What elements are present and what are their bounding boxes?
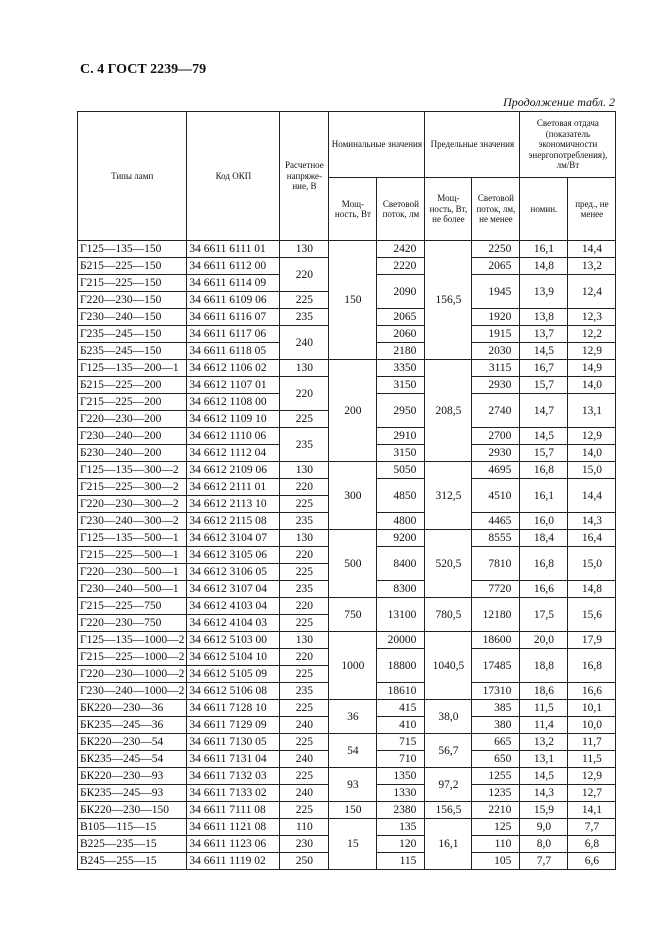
lamp-type-cell: Г215—225—200 [78, 394, 187, 411]
lamp-type-cell: БК235—245—54 [78, 751, 187, 768]
okp-code-cell: 34 6611 6114 09 [187, 275, 280, 292]
rated-voltage-cell: 225 [280, 700, 329, 717]
rated-voltage-cell: 220 [280, 649, 329, 666]
okp-code-cell: 34 6612 2109 06 [187, 462, 280, 479]
lamp-type-cell: В245—255—15 [78, 853, 187, 870]
limit-power-cell: 312,5 [425, 462, 472, 530]
table-row [78, 819, 616, 836]
col-nominal-flux: Световой поток, лм [377, 178, 425, 241]
efficacy-nominal-cell: 16,0 [520, 513, 568, 530]
limit-flux-cell: 18600 [472, 632, 520, 649]
limit-flux-cell: 7720 [472, 581, 520, 598]
lamp-type-cell: Б235—245—150 [78, 343, 187, 360]
limit-flux-cell: 1915 [472, 326, 520, 343]
efficacy-nominal-cell: 14,8 [520, 258, 568, 275]
efficacy-nominal-cell: 9,0 [520, 819, 568, 836]
efficacy-nominal-cell: 13,7 [520, 326, 568, 343]
efficacy-nominal-cell: 13,1 [520, 751, 568, 768]
col-rated-voltage: Расчетное напряже-ние, В [280, 112, 329, 241]
efficacy-nominal-cell: 17,5 [520, 598, 568, 632]
efficacy-min-cell: 16,6 [568, 683, 616, 700]
okp-code-cell: 34 6612 1107 01 [187, 377, 280, 394]
efficacy-min-cell: 15,0 [568, 462, 616, 479]
lamp-type-cell: Г125—135—150 [78, 241, 187, 258]
limit-power-cell: 56,7 [425, 734, 472, 768]
limit-flux-cell: 380 [472, 717, 520, 734]
nominal-flux-cell: 20000 [377, 632, 425, 649]
efficacy-min-cell: 15,0 [568, 547, 616, 581]
lamp-type-cell: Г215—225—300—2 [78, 479, 187, 496]
okp-code-cell: 34 6612 3106 05 [187, 564, 280, 581]
okp-code-cell: 34 6612 3107 04 [187, 581, 280, 598]
nominal-power-cell: 150 [329, 802, 377, 819]
limit-flux-cell: 125 [472, 819, 520, 836]
table-row [78, 768, 616, 785]
table-row [78, 734, 616, 751]
col-limit-flux: Световой поток, лм, не менее [472, 178, 520, 241]
efficacy-nominal-cell: 13,8 [520, 309, 568, 326]
nominal-flux-cell: 9200 [377, 530, 425, 547]
lamp-type-cell: Г125—135—300—2 [78, 462, 187, 479]
lamp-type-cell: Г220—230—500—1 [78, 564, 187, 581]
efficacy-min-cell: 10,1 [568, 700, 616, 717]
efficacy-nominal-cell: 11,4 [520, 717, 568, 734]
nominal-flux-cell: 8400 [377, 547, 425, 581]
limit-flux-cell: 385 [472, 700, 520, 717]
nominal-flux-cell: 8300 [377, 581, 425, 598]
rated-voltage-cell: 220 [280, 258, 329, 292]
table-row [78, 632, 616, 649]
lamp-type-cell: Г220—230—200 [78, 411, 187, 428]
col-limit-power: Мощ-ность, Вт, не более [425, 178, 472, 241]
table-row [78, 802, 616, 819]
nominal-flux-cell: 2090 [377, 275, 425, 309]
nominal-power-cell: 750 [329, 598, 377, 632]
nominal-power-cell: 200 [329, 360, 377, 462]
efficacy-min-cell: 16,4 [568, 530, 616, 547]
efficacy-min-cell: 16,8 [568, 649, 616, 683]
okp-code-cell: 34 6611 6111 01 [187, 241, 280, 258]
efficacy-min-cell: 12,2 [568, 326, 616, 343]
lamp-parameters-table [77, 111, 616, 870]
okp-code-cell: 34 6611 7132 03 [187, 768, 280, 785]
okp-code-cell: 34 6612 5106 08 [187, 683, 280, 700]
limit-flux-cell: 1255 [472, 768, 520, 785]
table-row [78, 598, 616, 615]
okp-code-cell: 34 6612 2115 08 [187, 513, 280, 530]
limit-flux-cell: 650 [472, 751, 520, 768]
okp-code-cell: 34 6612 3105 06 [187, 547, 280, 564]
nominal-flux-cell: 5050 [377, 462, 425, 479]
nominal-flux-cell: 715 [377, 734, 425, 751]
rated-voltage-cell: 225 [280, 802, 329, 819]
lamp-type-cell: Г220—230—1000—2 [78, 666, 187, 683]
nominal-flux-cell: 4850 [377, 479, 425, 513]
nominal-power-cell: 150 [329, 241, 377, 360]
okp-code-cell: 34 6611 7130 05 [187, 734, 280, 751]
lamp-type-cell: Г215—225—150 [78, 275, 187, 292]
efficacy-nominal-cell: 18,4 [520, 530, 568, 547]
efficacy-min-cell: 12,3 [568, 309, 616, 326]
okp-code-cell: 34 6612 1109 10 [187, 411, 280, 428]
nominal-flux-cell: 410 [377, 717, 425, 734]
efficacy-nominal-cell: 14,3 [520, 785, 568, 802]
efficacy-min-cell: 6,6 [568, 853, 616, 870]
limit-power-cell: 208,5 [425, 360, 472, 462]
nominal-flux-cell: 135 [377, 819, 425, 836]
efficacy-nominal-cell: 8,0 [520, 836, 568, 853]
efficacy-min-cell: 12,9 [568, 768, 616, 785]
rated-voltage-cell: 240 [280, 751, 329, 768]
efficacy-min-cell: 12,7 [568, 785, 616, 802]
efficacy-min-cell: 7,7 [568, 819, 616, 836]
lamp-type-cell: В105—115—15 [78, 819, 187, 836]
okp-code-cell: 34 6612 4104 03 [187, 615, 280, 632]
nominal-power-cell: 300 [329, 462, 377, 530]
okp-code-cell: 34 6611 6116 07 [187, 309, 280, 326]
efficacy-nominal-cell: 18,8 [520, 649, 568, 683]
efficacy-nominal-cell: 14,5 [520, 343, 568, 360]
efficacy-min-cell: 13,2 [568, 258, 616, 275]
col-efficacy-nominal: номин. [520, 178, 568, 241]
rated-voltage-cell: 235 [280, 428, 329, 462]
okp-code-cell: 34 6612 1110 06 [187, 428, 280, 445]
efficacy-min-cell: 14,4 [568, 241, 616, 258]
lamp-type-cell: Г220—230—300—2 [78, 496, 187, 513]
lamp-type-cell: Г230—240—1000—2 [78, 683, 187, 700]
okp-code-cell: 34 6612 2113 10 [187, 496, 280, 513]
limit-flux-cell: 2930 [472, 377, 520, 394]
limit-flux-cell: 1920 [472, 309, 520, 326]
limit-flux-cell: 17485 [472, 649, 520, 683]
nominal-power-cell: 54 [329, 734, 377, 768]
table-row [78, 241, 616, 258]
limit-flux-cell: 12180 [472, 598, 520, 632]
nominal-flux-cell: 2065 [377, 309, 425, 326]
rated-voltage-cell: 240 [280, 326, 329, 360]
efficacy-nominal-cell: 16,7 [520, 360, 568, 377]
nominal-flux-cell: 2380 [377, 802, 425, 819]
lamp-type-cell: БК235—245—93 [78, 785, 187, 802]
nominal-flux-cell: 120 [377, 836, 425, 853]
rated-voltage-cell: 130 [280, 530, 329, 547]
lamp-type-cell: Г230—240—200 [78, 428, 187, 445]
lamp-type-cell: Г215—225—500—1 [78, 547, 187, 564]
lamp-type-cell: БК220—230—54 [78, 734, 187, 751]
rated-voltage-cell: 130 [280, 241, 329, 258]
efficacy-min-cell: 11,5 [568, 751, 616, 768]
nominal-flux-cell: 2060 [377, 326, 425, 343]
nominal-flux-cell: 2420 [377, 241, 425, 258]
limit-power-cell: 156,5 [425, 802, 472, 819]
nominal-power-cell: 15 [329, 819, 377, 870]
okp-code-cell: 34 6612 1112 04 [187, 445, 280, 462]
nominal-flux-cell: 3150 [377, 377, 425, 394]
col-okp-code: Код ОКП [187, 112, 280, 241]
limit-flux-cell: 2065 [472, 258, 520, 275]
okp-code-cell: 34 6612 5104 10 [187, 649, 280, 666]
col-limit-values: Предельные значения [425, 112, 520, 178]
lamp-type-cell: БК235—245—36 [78, 717, 187, 734]
okp-code-cell: 34 6611 1121 08 [187, 819, 280, 836]
efficacy-nominal-cell: 14,7 [520, 394, 568, 428]
nominal-power-cell: 93 [329, 768, 377, 802]
limit-flux-cell: 2210 [472, 802, 520, 819]
limit-flux-cell: 7810 [472, 547, 520, 581]
rated-voltage-cell: 220 [280, 598, 329, 615]
efficacy-min-cell: 12,9 [568, 343, 616, 360]
nominal-flux-cell: 3150 [377, 445, 425, 462]
page-header: С. 4 ГОСТ 2239—79 [80, 62, 207, 77]
okp-code-cell: 34 6612 5105 09 [187, 666, 280, 683]
rated-voltage-cell: 240 [280, 785, 329, 802]
limit-power-cell: 1040,5 [425, 632, 472, 700]
rated-voltage-cell: 250 [280, 853, 329, 870]
rated-voltage-cell: 235 [280, 309, 329, 326]
okp-code-cell: 34 6611 1123 06 [187, 836, 280, 853]
okp-code-cell: 34 6611 7131 04 [187, 751, 280, 768]
okp-code-cell: 34 6611 6112 00 [187, 258, 280, 275]
lamp-type-cell: В225—235—15 [78, 836, 187, 853]
rated-voltage-cell: 130 [280, 462, 329, 479]
nominal-flux-cell: 2180 [377, 343, 425, 360]
lamp-type-cell: Г230—240—150 [78, 309, 187, 326]
efficacy-min-cell: 14,3 [568, 513, 616, 530]
col-efficacy-min: пред., не менее [568, 178, 616, 241]
rated-voltage-cell: 235 [280, 683, 329, 700]
table-row [78, 462, 616, 479]
rated-voltage-cell: 225 [280, 411, 329, 428]
col-nominal-values: Номинальные значения [329, 112, 425, 178]
lamp-type-cell: Г230—240—500—1 [78, 581, 187, 598]
col-light-output: Световая отдача (показатель экономичности энергопотребления), лм/Вт [520, 112, 616, 178]
rated-voltage-cell: 220 [280, 479, 329, 496]
nominal-flux-cell: 2950 [377, 394, 425, 428]
okp-code-cell: 34 6611 7128 10 [187, 700, 280, 717]
nominal-flux-cell: 415 [377, 700, 425, 717]
limit-power-cell: 97,2 [425, 768, 472, 802]
efficacy-min-cell: 14,4 [568, 479, 616, 513]
limit-flux-cell: 2030 [472, 343, 520, 360]
efficacy-nominal-cell: 18,6 [520, 683, 568, 700]
rated-voltage-cell: 240 [280, 717, 329, 734]
nominal-power-cell: 500 [329, 530, 377, 598]
nominal-power-cell: 1000 [329, 632, 377, 700]
okp-code-cell: 34 6612 3104 07 [187, 530, 280, 547]
rated-voltage-cell: 225 [280, 734, 329, 751]
efficacy-nominal-cell: 13,2 [520, 734, 568, 751]
limit-flux-cell: 665 [472, 734, 520, 751]
rated-voltage-cell: 235 [280, 513, 329, 530]
efficacy-min-cell: 12,4 [568, 275, 616, 309]
limit-flux-cell: 2250 [472, 241, 520, 258]
limit-flux-cell: 105 [472, 853, 520, 870]
nominal-flux-cell: 13100 [377, 598, 425, 632]
rated-voltage-cell: 130 [280, 360, 329, 377]
efficacy-min-cell: 6,8 [568, 836, 616, 853]
table-row [78, 700, 616, 717]
efficacy-nominal-cell: 7,7 [520, 853, 568, 870]
efficacy-min-cell: 10,0 [568, 717, 616, 734]
limit-flux-cell: 3115 [472, 360, 520, 377]
limit-flux-cell: 4510 [472, 479, 520, 513]
limit-flux-cell: 4465 [472, 513, 520, 530]
nominal-flux-cell: 1350 [377, 768, 425, 785]
nominal-flux-cell: 2910 [377, 428, 425, 445]
limit-flux-cell: 17310 [472, 683, 520, 700]
nominal-flux-cell: 1330 [377, 785, 425, 802]
limit-flux-cell: 2930 [472, 445, 520, 462]
nominal-flux-cell: 4800 [377, 513, 425, 530]
efficacy-min-cell: 14,1 [568, 802, 616, 819]
efficacy-nominal-cell: 15,7 [520, 377, 568, 394]
lamp-type-cell: Б230—240—200 [78, 445, 187, 462]
lamp-type-cell: БК220—230—36 [78, 700, 187, 717]
efficacy-min-cell: 17,9 [568, 632, 616, 649]
limit-flux-cell: 2700 [472, 428, 520, 445]
lamp-type-cell: Б215—225—150 [78, 258, 187, 275]
efficacy-nominal-cell: 15,7 [520, 445, 568, 462]
col-lamp-type: Типы ламп [78, 112, 187, 241]
efficacy-nominal-cell: 15,9 [520, 802, 568, 819]
efficacy-min-cell: 14,0 [568, 377, 616, 394]
okp-code-cell: 34 6612 5103 00 [187, 632, 280, 649]
table-body [78, 241, 616, 870]
table-row [78, 360, 616, 377]
rated-voltage-cell: 110 [280, 819, 329, 836]
lamp-type-cell: Г220—230—150 [78, 292, 187, 309]
limit-power-cell: 780,5 [425, 598, 472, 632]
nominal-power-cell: 36 [329, 700, 377, 734]
limit-power-cell: 156,5 [425, 241, 472, 360]
lamp-type-cell: Г215—225—750 [78, 598, 187, 615]
table-row [78, 530, 616, 547]
okp-code-cell: 34 6611 7129 09 [187, 717, 280, 734]
table-continuation-label: Продолжение табл. 2 [503, 95, 615, 109]
rated-voltage-cell: 130 [280, 632, 329, 649]
okp-code-cell: 34 6611 6109 06 [187, 292, 280, 309]
okp-code-cell: 34 6611 6118 05 [187, 343, 280, 360]
efficacy-min-cell: 11,7 [568, 734, 616, 751]
limit-power-cell: 16,1 [425, 819, 472, 870]
col-nominal-power: Мощ-ность, Вт [329, 178, 377, 241]
okp-code-cell: 34 6611 6117 06 [187, 326, 280, 343]
lamp-type-cell: Г125—135—500—1 [78, 530, 187, 547]
efficacy-nominal-cell: 16,1 [520, 241, 568, 258]
rated-voltage-cell: 220 [280, 547, 329, 564]
nominal-flux-cell: 710 [377, 751, 425, 768]
lamp-type-cell: Г125—135—1000—2 [78, 632, 187, 649]
rated-voltage-cell: 230 [280, 836, 329, 853]
okp-code-cell: 34 6611 7133 02 [187, 785, 280, 802]
okp-code-cell: 34 6612 4103 04 [187, 598, 280, 615]
efficacy-min-cell: 13,1 [568, 394, 616, 428]
efficacy-min-cell: 12,9 [568, 428, 616, 445]
limit-flux-cell: 1235 [472, 785, 520, 802]
efficacy-nominal-cell: 20,0 [520, 632, 568, 649]
nominal-flux-cell: 3350 [377, 360, 425, 377]
efficacy-min-cell: 14,0 [568, 445, 616, 462]
efficacy-nominal-cell: 16,1 [520, 479, 568, 513]
okp-code-cell: 34 6612 1106 02 [187, 360, 280, 377]
okp-code-cell: 34 6612 2111 01 [187, 479, 280, 496]
limit-power-cell: 38,0 [425, 700, 472, 734]
lamp-type-cell: Г215—225—1000—2 [78, 649, 187, 666]
lamp-type-cell: Г235—245—150 [78, 326, 187, 343]
lamp-type-cell: Г125—135—200—1 [78, 360, 187, 377]
rated-voltage-cell: 225 [280, 564, 329, 581]
okp-code-cell: 34 6611 7111 08 [187, 802, 280, 819]
limit-flux-cell: 110 [472, 836, 520, 853]
nominal-flux-cell: 18610 [377, 683, 425, 700]
limit-flux-cell: 8555 [472, 530, 520, 547]
nominal-flux-cell: 115 [377, 853, 425, 870]
rated-voltage-cell: 225 [280, 768, 329, 785]
limit-power-cell: 520,5 [425, 530, 472, 598]
limit-flux-cell: 4695 [472, 462, 520, 479]
nominal-flux-cell: 18800 [377, 649, 425, 683]
limit-flux-cell: 2740 [472, 394, 520, 428]
efficacy-min-cell: 15,6 [568, 598, 616, 632]
efficacy-nominal-cell: 16,6 [520, 581, 568, 598]
okp-code-cell: 34 6611 1119 02 [187, 853, 280, 870]
lamp-type-cell: Г230—240—300—2 [78, 513, 187, 530]
okp-code-cell: 34 6612 1108 00 [187, 394, 280, 411]
lamp-type-cell: БК220—230—150 [78, 802, 187, 819]
rated-voltage-cell: 225 [280, 496, 329, 513]
rated-voltage-cell: 225 [280, 292, 329, 309]
lamp-type-cell: Г220—230—750 [78, 615, 187, 632]
limit-flux-cell: 1945 [472, 275, 520, 309]
efficacy-nominal-cell: 13,9 [520, 275, 568, 309]
efficacy-nominal-cell: 16,8 [520, 547, 568, 581]
lamp-type-cell: Б215—225—200 [78, 377, 187, 394]
rated-voltage-cell: 235 [280, 581, 329, 598]
rated-voltage-cell: 225 [280, 615, 329, 632]
rated-voltage-cell: 220 [280, 377, 329, 411]
efficacy-min-cell: 14,8 [568, 581, 616, 598]
efficacy-nominal-cell: 16,8 [520, 462, 568, 479]
efficacy-min-cell: 14,9 [568, 360, 616, 377]
lamp-type-cell: БК220—230—93 [78, 768, 187, 785]
efficacy-nominal-cell: 11,5 [520, 700, 568, 717]
rated-voltage-cell: 225 [280, 666, 329, 683]
efficacy-nominal-cell: 14,5 [520, 428, 568, 445]
efficacy-nominal-cell: 14,5 [520, 768, 568, 785]
nominal-flux-cell: 2220 [377, 258, 425, 275]
